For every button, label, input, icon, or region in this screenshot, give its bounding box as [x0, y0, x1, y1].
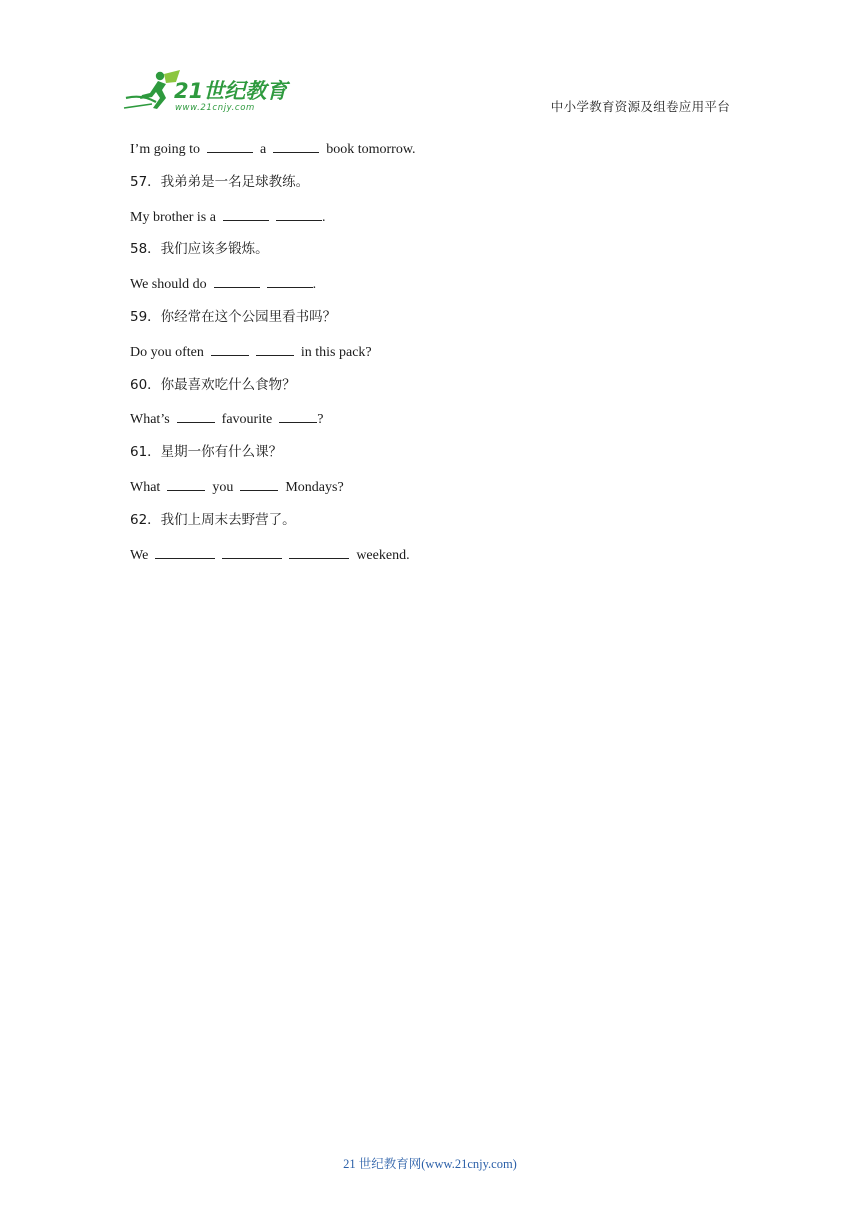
- line-text: What: [130, 479, 168, 495]
- answer-blank[interactable]: [223, 204, 269, 221]
- logo-main-text: 21世纪教育: [174, 79, 288, 103]
- answer-line: [130, 271, 730, 305]
- question-57: 57．我弟弟是一名足球教练。: [130, 173, 310, 190]
- question-61: 61．星期一你有什么课？: [130, 444, 283, 461]
- answer-blank[interactable]: [240, 474, 278, 491]
- answer-blank[interactable]: [279, 406, 317, 423]
- line-text: book tomorrow.: [319, 142, 416, 157]
- line-text: We: [130, 547, 156, 563]
- line-text: [249, 345, 256, 360]
- question-60: 60．你最喜欢吃什么食物？: [130, 376, 296, 393]
- line-text: We should do: [130, 277, 214, 293]
- logo-sub-text: www.21cnjy.com: [175, 103, 255, 113]
- answer-blank[interactable]: [207, 136, 253, 153]
- line-text: ?: [317, 412, 324, 428]
- answer-line: [130, 136, 730, 170]
- page-header: [122, 66, 734, 116]
- answer-line: [130, 406, 730, 440]
- answer-blank[interactable]: [222, 542, 282, 559]
- question-58: 58．我们应该多锻炼。: [130, 241, 269, 258]
- line-text: in this pack?: [293, 344, 372, 360]
- answer-blank[interactable]: [155, 542, 215, 559]
- question-62: 62．我们上周末去野营了。: [130, 511, 296, 528]
- line-text: favourite: [214, 412, 280, 428]
- line-text: weekend.: [349, 547, 410, 563]
- line-text: you: [205, 479, 241, 495]
- line-text: What’s: [130, 412, 177, 428]
- line-text: [260, 277, 267, 292]
- header-tagline: 中小学教育资源及组卷应用平台: [550, 99, 730, 114]
- line-text: My brother is a: [130, 209, 223, 225]
- site-logo: [122, 68, 292, 114]
- answer-line: [130, 339, 730, 373]
- answer-blank[interactable]: [256, 339, 294, 356]
- line-text: .: [321, 209, 326, 225]
- answer-blank[interactable]: [211, 339, 249, 356]
- line-text: .: [312, 277, 317, 293]
- question-59: 59．你经常在这个公园里看书吗？: [130, 308, 337, 325]
- page-footer: 21 世纪教育网(www.21cnjy.com): [343, 1157, 517, 1171]
- line-text: [269, 210, 276, 225]
- answer-blank[interactable]: [177, 406, 215, 423]
- line-text: [282, 548, 289, 563]
- line-text: [215, 548, 222, 563]
- answer-blank[interactable]: [267, 271, 313, 288]
- answer-blank[interactable]: [167, 474, 205, 491]
- line-text: Do you often: [130, 344, 211, 360]
- answer-line: [130, 542, 730, 576]
- answer-blank[interactable]: [276, 204, 322, 221]
- line-text: a: [253, 142, 274, 157]
- runner-icon: [124, 70, 180, 109]
- line-text: Mondays?: [278, 479, 344, 495]
- exercise-content: [130, 136, 730, 575]
- answer-line: [130, 474, 730, 508]
- answer-blank[interactable]: [273, 136, 319, 153]
- answer-line: [130, 204, 730, 238]
- answer-blank[interactable]: [214, 271, 260, 288]
- answer-blank[interactable]: [289, 542, 349, 559]
- line-text: I’m going to: [130, 142, 207, 157]
